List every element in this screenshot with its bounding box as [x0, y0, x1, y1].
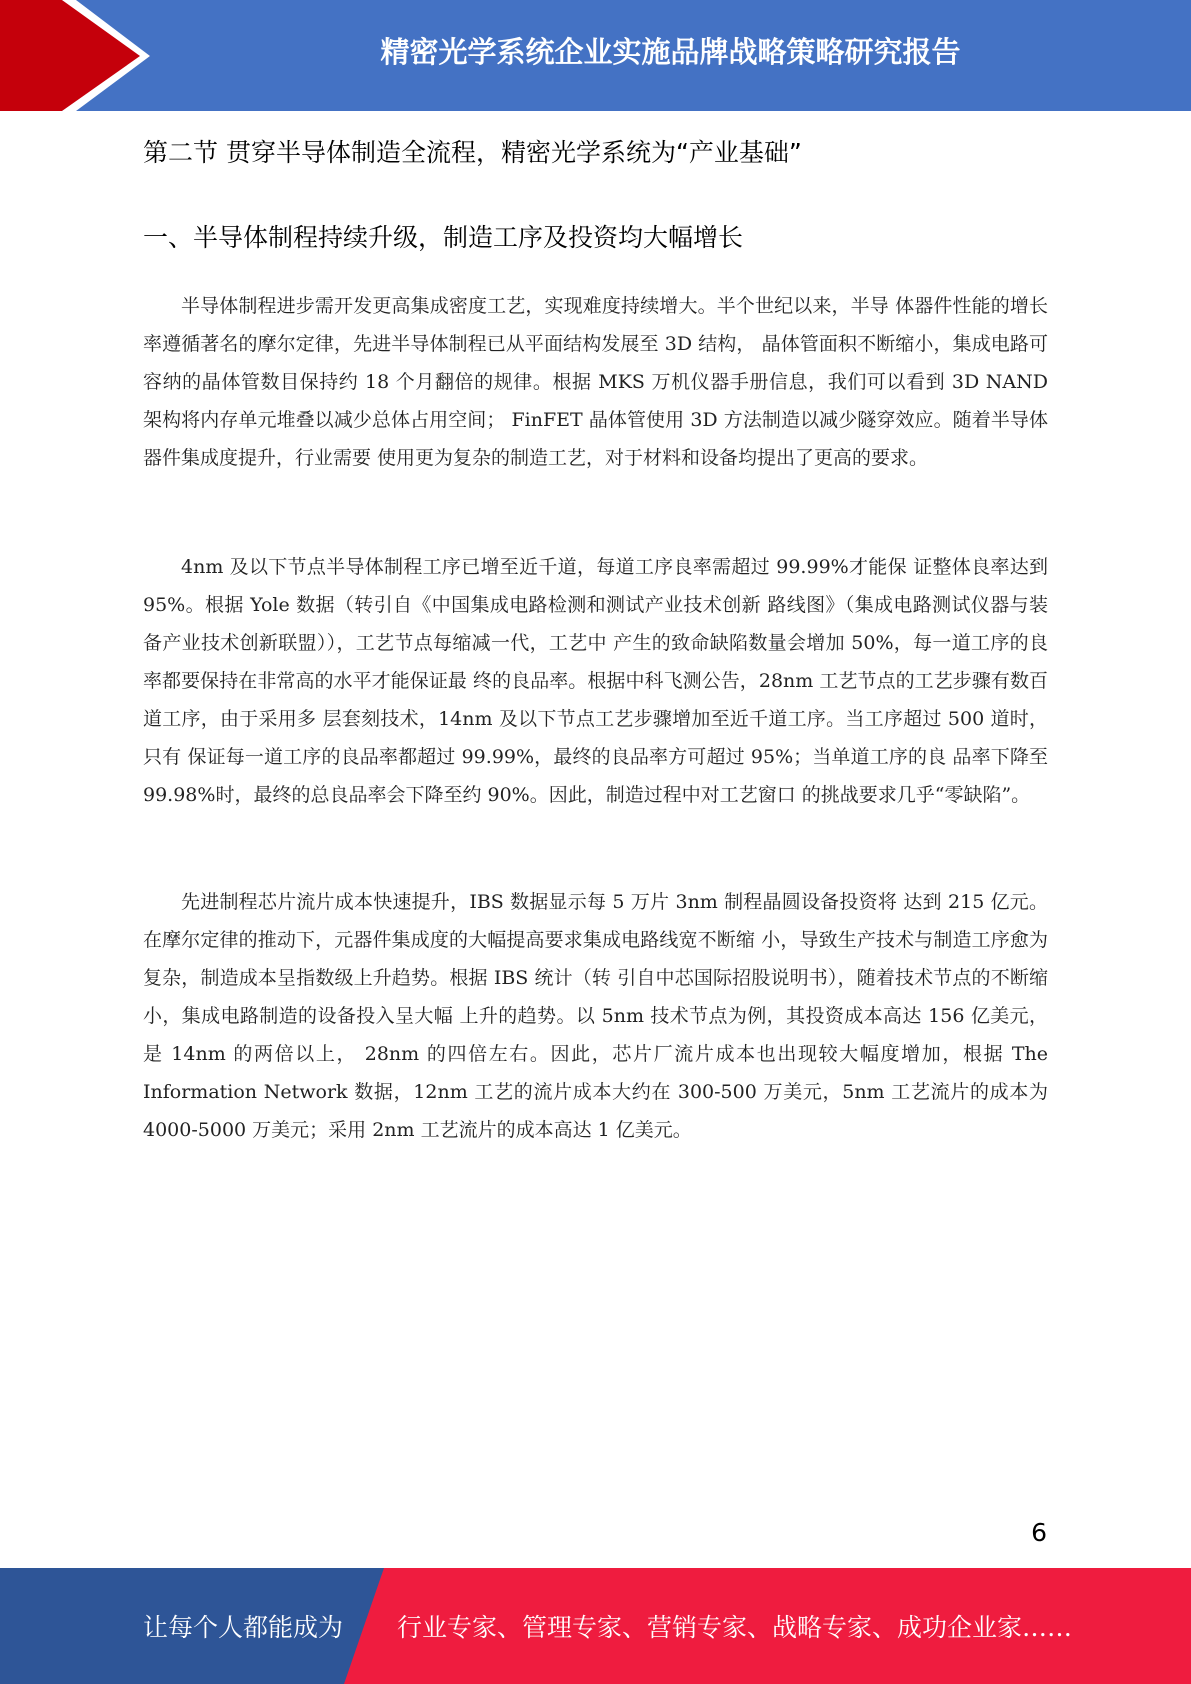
header-title: 精密光学系统企业实施品牌战略策略研究报告	[380, 34, 961, 69]
footer-slogan-right: 行业专家、管理专家、营销专家、战略专家、成功企业家……	[397, 1613, 1073, 1642]
body-paragraph: 先进制程芯片流片成本快速提升，IBS 数据显示每 5 万片 3nm 制程晶圆设备投资将 达到 215 亿元。在摩尔定律的推动下，元器件集成度的大幅提高要求集成电路线宽不断缩 小，导致生产技术与制造工序愈为复杂，制造成本呈指数级上升趋势。根据 IBS 统计（转 引自中芯国际招股说明书），随着技术节点的不断缩小，集成电路制造的设备投入呈大幅 上升的趋势。以 5nm 技术节点为例，其投资成本高达 156 亿美元，是 14nm 的两倍以上， 28nm 的四倍左右。因此，芯片厂流片成本也出现较大幅度增加，根据 The Information Network 数据，12nm 工艺的流片成本大约在 300-500 万美元，5nm 工艺流片的成本为 4000-5000 万美元；采用 2nm 工艺流片的成本高达 1 亿美元。	[143, 891, 1048, 1141]
page-number: 6	[1031, 1518, 1047, 1547]
page-header	[0, 0, 1191, 111]
body-paragraph: 4nm 及以下节点半导体制程工序已增至近千道，每道工序良率需超过 99.99%才能保 证整体良率达到 95%。根据 Yole 数据（转引自《中国集成电路检测和测试产业技术创新 路线图》（集成电路测试仪器与装备产业技术创新联盟）），工艺节点每缩减一代，工艺中 产生的致命缺陷数量会增加 50%，每一道工序的良率都要保持在非常高的水平才能保证最 终的良品率。根据中科飞测公告，28nm 工艺节点的工艺步骤有数百道工序，由于采用多 层套刻技术，14nm 及以下节点工艺步骤增加至近千道工序。当工序超过 500 道时，只有 保证每一道工序的良品率都超过 99.99%，最终的良品率方可超过 95%；当单道工序的良 品率下降至 99.98%时，最终的总良品率会下降至约 90%。因此，制造过程中对工艺窗口 的挑战要求几乎“零缺陷”。	[143, 556, 1048, 806]
body-paragraph: 半导体制程进步需开发更高集成密度工艺，实现难度持续增大。半个世纪以来，半导 体器件性能的增长率遵循著名的摩尔定律，先进半导体制程已从平面结构发展至 3D 结构， 晶体管面积不断缩小，集成电路可容纳的晶体管数目保持约 18 个月翻倍的规律。根据 MKS 万机仪器手册信息，我们可以看到 3D NAND 架构将内存单元堆叠以减少总体占用空间； FinFET 晶体管使用 3D 方法制造以减少隧穿效应。随着半导体器件集成度提升，行业需要 使用更为复杂的制造工艺，对于材料和设备均提出了更高的要求。	[143, 295, 1048, 469]
footer-slogan-left: 让每个人都能成为	[143, 1613, 344, 1642]
page-footer	[0, 1568, 1191, 1684]
section-title: 第二节 贯穿半导体制造全流程，精密光学系统为“产业基础”	[143, 138, 802, 167]
subsection-title: 一、半导体制程持续升级，制造工序及投资均大幅增长	[143, 223, 744, 252]
